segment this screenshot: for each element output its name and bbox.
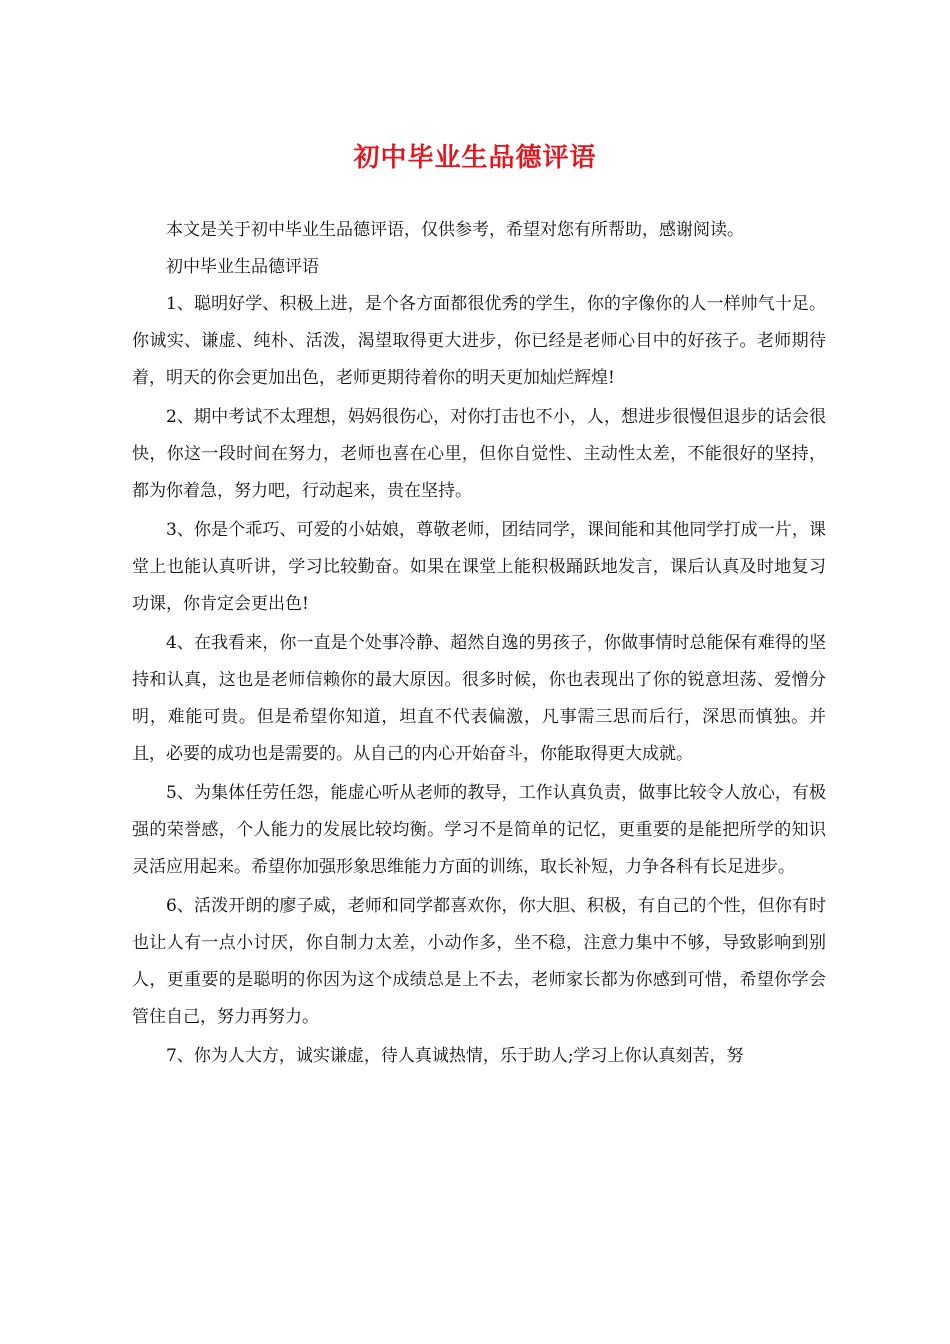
comment-paragraph-5: 5、为集体任劳任怨，能虚心听从老师的教导，工作认真负责，做事比较令人放心，有极强的荣誉感，个人能力的发展比较均衡。学习不是简单的记忆，更重要的是能把所学的知识灵活应用起来。希望你加强形象思维能力方面的训练，取长补短，力争各科有长足进步。 <box>132 783 826 877</box>
comment-paragraph-1: 1、聪明好学、积极上进，是个各方面都很优秀的学生，你的字像你的人一样帅气十足。你诚实、谦虚、纯朴、活泼，渴望取得更大进步，你已经是老师心目中的好孩子。老师期待着，明天的你会更加出色，老师更期待着你的明天更加灿烂辉煌! <box>132 294 826 388</box>
comment-paragraph-7: 7、你为人大方，诚实谦虚，待人真诚热情，乐于助人;学习上你认真刻苦，努 <box>166 1046 744 1066</box>
section-subtitle: 初中毕业生品德评语 <box>166 257 319 277</box>
intro-paragraph: 本文是关于初中毕业生品德评语，仅供参考，希望对您有所帮助，感谢阅读。 <box>166 220 744 240</box>
comment-paragraph-6: 6、活泼开朗的廖子威，老师和同学都喜欢你，你大胆、积极，有自己的个性，但你有时也让人有一点小讨厌，你自制力太差，小动作多，坐不稳，注意力集中不够，导致影响到别人，更重要的是聪明的你因为这个成绩总是上不去，老师家长都为你感到可惜，希望你学会管住自己，努力再努力。 <box>132 896 826 1027</box>
document-body <box>132 212 826 1077</box>
comment-paragraph-3: 3、你是个乖巧、可爱的小姑娘，尊敬老师，团结同学，课间能和其他同学打成一片，课堂上也能认真听讲，学习比较勤奋。如果在课堂上能积极踊跃地发言，课后认真及时地复习功课，你肯定会更出色! <box>132 520 826 614</box>
comment-paragraph-2: 2、期中考试不太理想，妈妈很伤心，对你打击也不小，人，想进步很慢但退步的话会很快，你这一段时间在努力，老师也喜在心里，但你自觉性、主动性太差，不能很好的坚持，都为你着急，努力吧，行动起来，贵在坚持。 <box>132 407 826 501</box>
comment-paragraph-4: 4、在我看来，你一直是个处事冷静、超然自逸的男孩子，你做事情时总能保有难得的坚持和认真，这也是老师信赖你的最大原因。很多时候，你也表现出了你的锐意坦荡、爱憎分明，难能可贵。但是希望你知道，坦直不代表偏激，凡事需三思而后行，深思而慎独。并且，必要的成功也是需要的。从自己的内心开始奋斗，你能取得更大成就。 <box>132 633 826 764</box>
document-title: 初中毕业生品德评语 <box>353 143 597 173</box>
